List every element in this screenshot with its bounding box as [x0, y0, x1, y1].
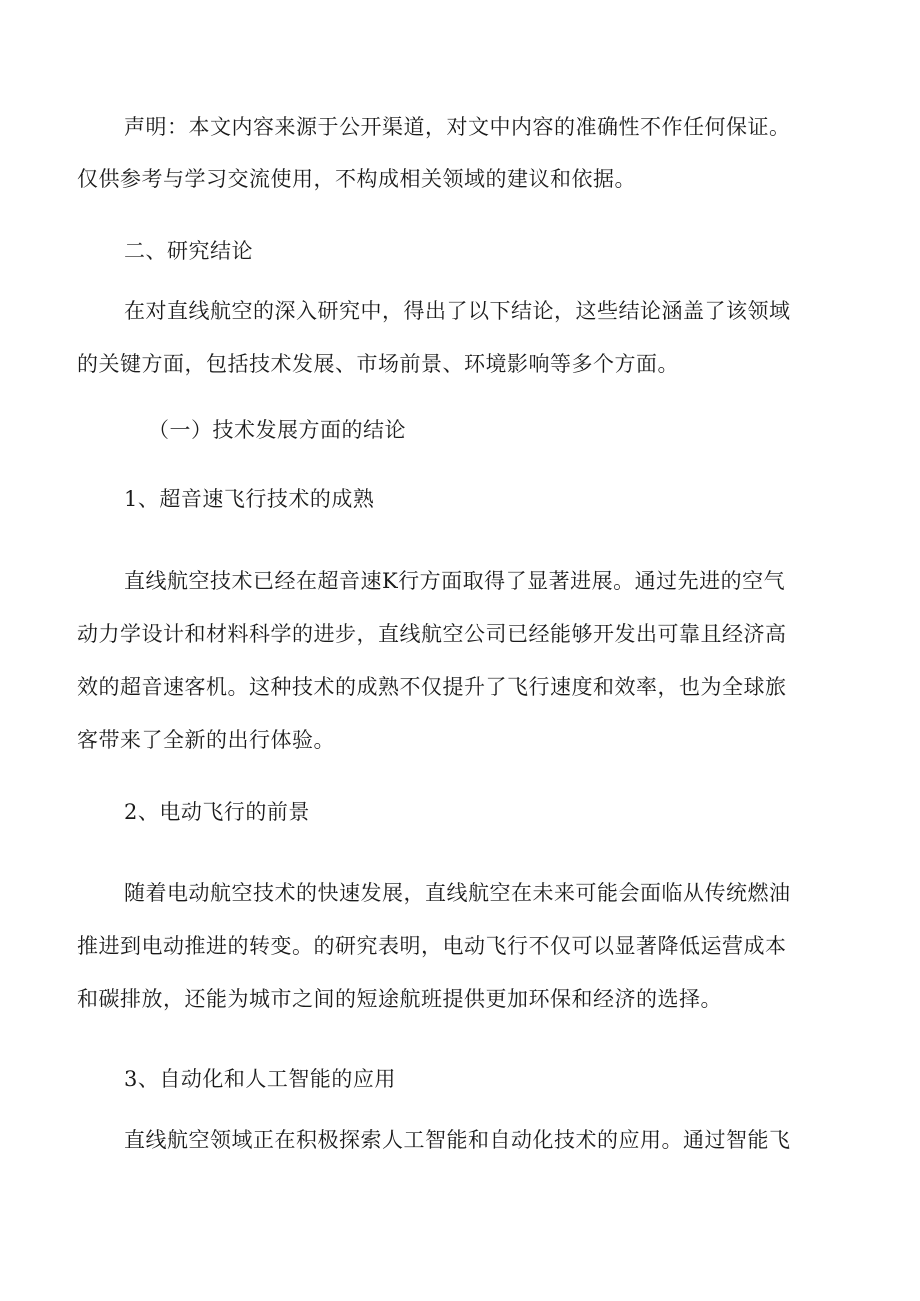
disclaimer-line-1: 声明：本文内容来源于公开渠道，对文中内容的准确性不作任何保证。 [124, 115, 791, 139]
disclaimer-line-2: 仅供参考与学习交流使用，不构成相关领域的建议和依据。 [77, 167, 636, 191]
intro-line-2: 的关键方面，包括技术发展、市场前景、环境影响等多个方面。 [77, 352, 679, 376]
item-1-heading: 1、超音速飞行技术的成熟 [124, 487, 375, 511]
item-1-paragraph-line-2: 动力学设计和材料科学的进步，直线航空公司已经能够开发出可靠且经济高 [77, 622, 787, 646]
subsection-heading: （一）技术发展方面的结论 [148, 418, 406, 442]
item-2-heading: 2、电动飞行的前景 [124, 800, 310, 824]
intro-line-1: 在对直线航空的深入研究中，得出了以下结论，这些结论涵盖了该领域 [124, 299, 791, 323]
item-3-paragraph-line-1: 直线航空领域正在积极探索人工智能和自动化技术的应用。通过智能飞 [124, 1128, 791, 1152]
section-heading: 二、研究结论 [124, 239, 253, 263]
item-1-paragraph-line-4: 客带来了全新的出行体验。 [77, 728, 335, 752]
item-2-paragraph-line-1: 随着电动航空技术的快速发展，直线航空在未来可能会面临从传统燃油 [124, 881, 791, 905]
item-3-heading: 3、自动化和人工智能的应用 [124, 1067, 396, 1091]
item-1-paragraph-line-3: 效的超音速客机。这种技术的成熟不仅提升了飞行速度和效率，也为全球旅 [77, 675, 787, 699]
item-1-paragraph-line-1: 直线航空技术已经在超音速K行方面取得了显著进展。通过先进的空气 [124, 569, 786, 593]
item-2-paragraph-line-3: 和碳排放，还能为城市之间的短途航班提供更加环保和经济的选择。 [77, 987, 722, 1011]
item-2-paragraph-line-2: 推进到电动推进的转变。的研究表明，电动飞行不仅可以显著降低运营成本 [77, 934, 787, 958]
